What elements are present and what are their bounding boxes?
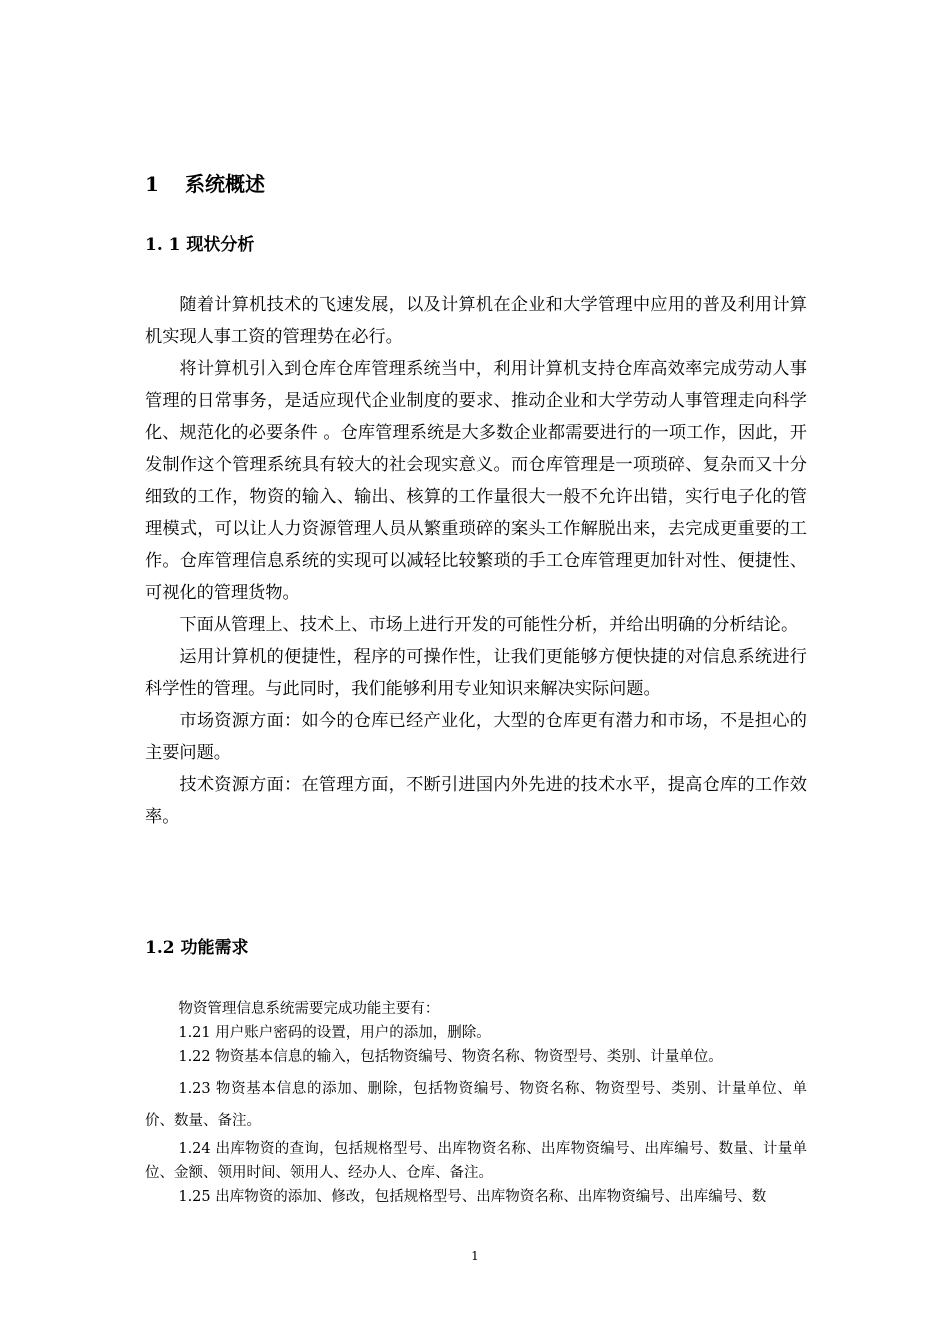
chapter-number: 1 <box>145 172 159 196</box>
paragraph: 技术资源方面：在管理方面，不断引进国内外先进的技术水平，提高仓库的工作效率。 <box>145 775 807 827</box>
paragraph: 将计算机引入到仓库仓库管理系统当中，利用计算机支持仓库高效率完成劳动人事管理的日常事务，是适应现代企业制度的要求、推动企业和大学劳动人事管理走向科学化、规范化的必要条件 。仓库管理系统是大多数企业都需要进行的一项工作，因此，开发制作这个管理系统具有较大的社会现实意义。而仓库管理是一项琐碎、复杂而又十分细致的工作，物资的输入、输出、核算的工作量很大一般不允许出错，实行电子化的管理模式，可以让人力资源管理人员从繁重琐碎的案头工作解脱出来，去完成更重要的工作。仓库管理信息系统的实现可以减轻比较繁琐的手工仓库管理更加针对性、便捷性、可视化的管理货物。 <box>145 359 807 603</box>
chapter-heading <box>145 170 265 198</box>
paragraph: 随着计算机技术的飞速发展，以及计算机在企业和大学管理中应用的普及利用计算机实现人事工资的管理势在必行。 <box>145 295 807 347</box>
page-number: 1 <box>471 1249 479 1263</box>
section-heading-1-1: 1. 1 现状分析 <box>145 235 255 255</box>
list-item: 1.25 出库物资的添加、修改，包括规格型号、出库物资名称、出库物资编号、出库编号、数 <box>178 1189 767 1205</box>
section-heading-1-2: 1.2 功能需求 <box>145 938 249 958</box>
list-item: 物资管理信息系统需要完成功能主要有： <box>178 1001 440 1017</box>
paragraph: 市场资源方面：如今的仓库已经产业化，大型的仓库更有潜力和市场，不是担心的主要问题。 <box>145 711 807 763</box>
list-item: 1.22 物资基本信息的输入，包括物资编号、物资名称、物资型号、类别、计量单位。 <box>178 1049 723 1065</box>
chapter-title: 系统概述 <box>185 172 265 196</box>
list-item: 1.23 物资基本信息的添加、删除，包括物资编号、物资名称、物资型号、类别、计量单位、单价、数量、备注。 <box>145 1081 807 1129</box>
paragraph: 下面从管理上、技术上、市场上进行开发的可能性分析，并给出明确的分析结论。 <box>179 615 799 635</box>
list-item: 1.21 用户账户密码的设置，用户的添加，删除。 <box>178 1025 491 1041</box>
paragraph: 运用计算机的便捷性，程序的可操作性，让我们更能够方便快捷的对信息系统进行科学性的管理。与此同时，我们能够利用专业知识来解决实际问题。 <box>145 647 807 699</box>
section-1-1-body <box>145 289 807 833</box>
list-item: 1.24 出库物资的查询，包括规格型号、出库物资名称、出库物资编号、出库编号、数量、计量单位、金额、领用时间、领用人、经办人、仓库、备注。 <box>145 1141 807 1181</box>
section-1-2-body <box>145 997 807 1209</box>
